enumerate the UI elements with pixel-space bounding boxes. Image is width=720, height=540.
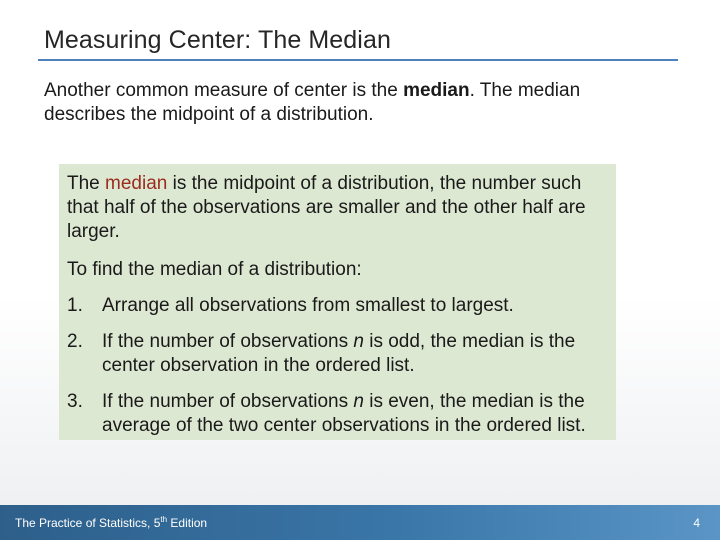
step-3-text-post: is even, the median is the average of the two center observations in the ordered list.	[102, 391, 586, 436]
steps-intro: To find the median of a distribution:	[67, 259, 362, 280]
intro-bold-term: median	[403, 80, 470, 101]
definition-prefix: The	[67, 173, 106, 194]
footer-title-text: The Practice of Statistics, 5	[15, 516, 161, 530]
definition-suffix: is the midpoint of a distribution, the number such that half of the observations are smaller and the other half are larger.	[67, 173, 586, 242]
step-2-text-pre: If the number of observations	[102, 331, 354, 352]
step-2	[67, 330, 608, 378]
intro-paragraph	[44, 79, 664, 127]
step-1	[67, 294, 608, 318]
step-3-variable: n	[353, 391, 364, 412]
page-number: 4	[693, 516, 700, 530]
step-3	[67, 390, 608, 438]
step-1-number: 1.	[67, 295, 83, 316]
step-2-number: 2.	[67, 331, 83, 352]
footer-book-title	[15, 516, 207, 530]
step-2-text-post: is odd, the median is the center observation in the ordered list.	[102, 331, 576, 376]
slide-title: Measuring Center: The Median	[44, 26, 391, 54]
step-2-text	[102, 330, 608, 378]
step-3-text	[102, 390, 608, 438]
step-1-text	[102, 294, 608, 318]
intro-text-1: Another common measure of center is the	[44, 80, 404, 101]
intro-text-2: . The median describes the midpoint of a distribution.	[44, 80, 581, 125]
definition-box	[59, 164, 616, 440]
step-1-text-pre: Arrange all observations from smallest to largest.	[102, 295, 514, 316]
definition-term: median	[105, 173, 168, 194]
footer-bar	[0, 505, 720, 540]
footer-edition-superscript: th	[160, 515, 168, 524]
step-3-text-pre: If the number of observations	[102, 391, 354, 412]
definition-text	[67, 172, 608, 244]
step-2-variable: n	[353, 331, 364, 352]
step-3-number: 3.	[67, 391, 83, 412]
title-underline	[38, 59, 678, 61]
footer-edition-word: Edition	[167, 516, 208, 530]
